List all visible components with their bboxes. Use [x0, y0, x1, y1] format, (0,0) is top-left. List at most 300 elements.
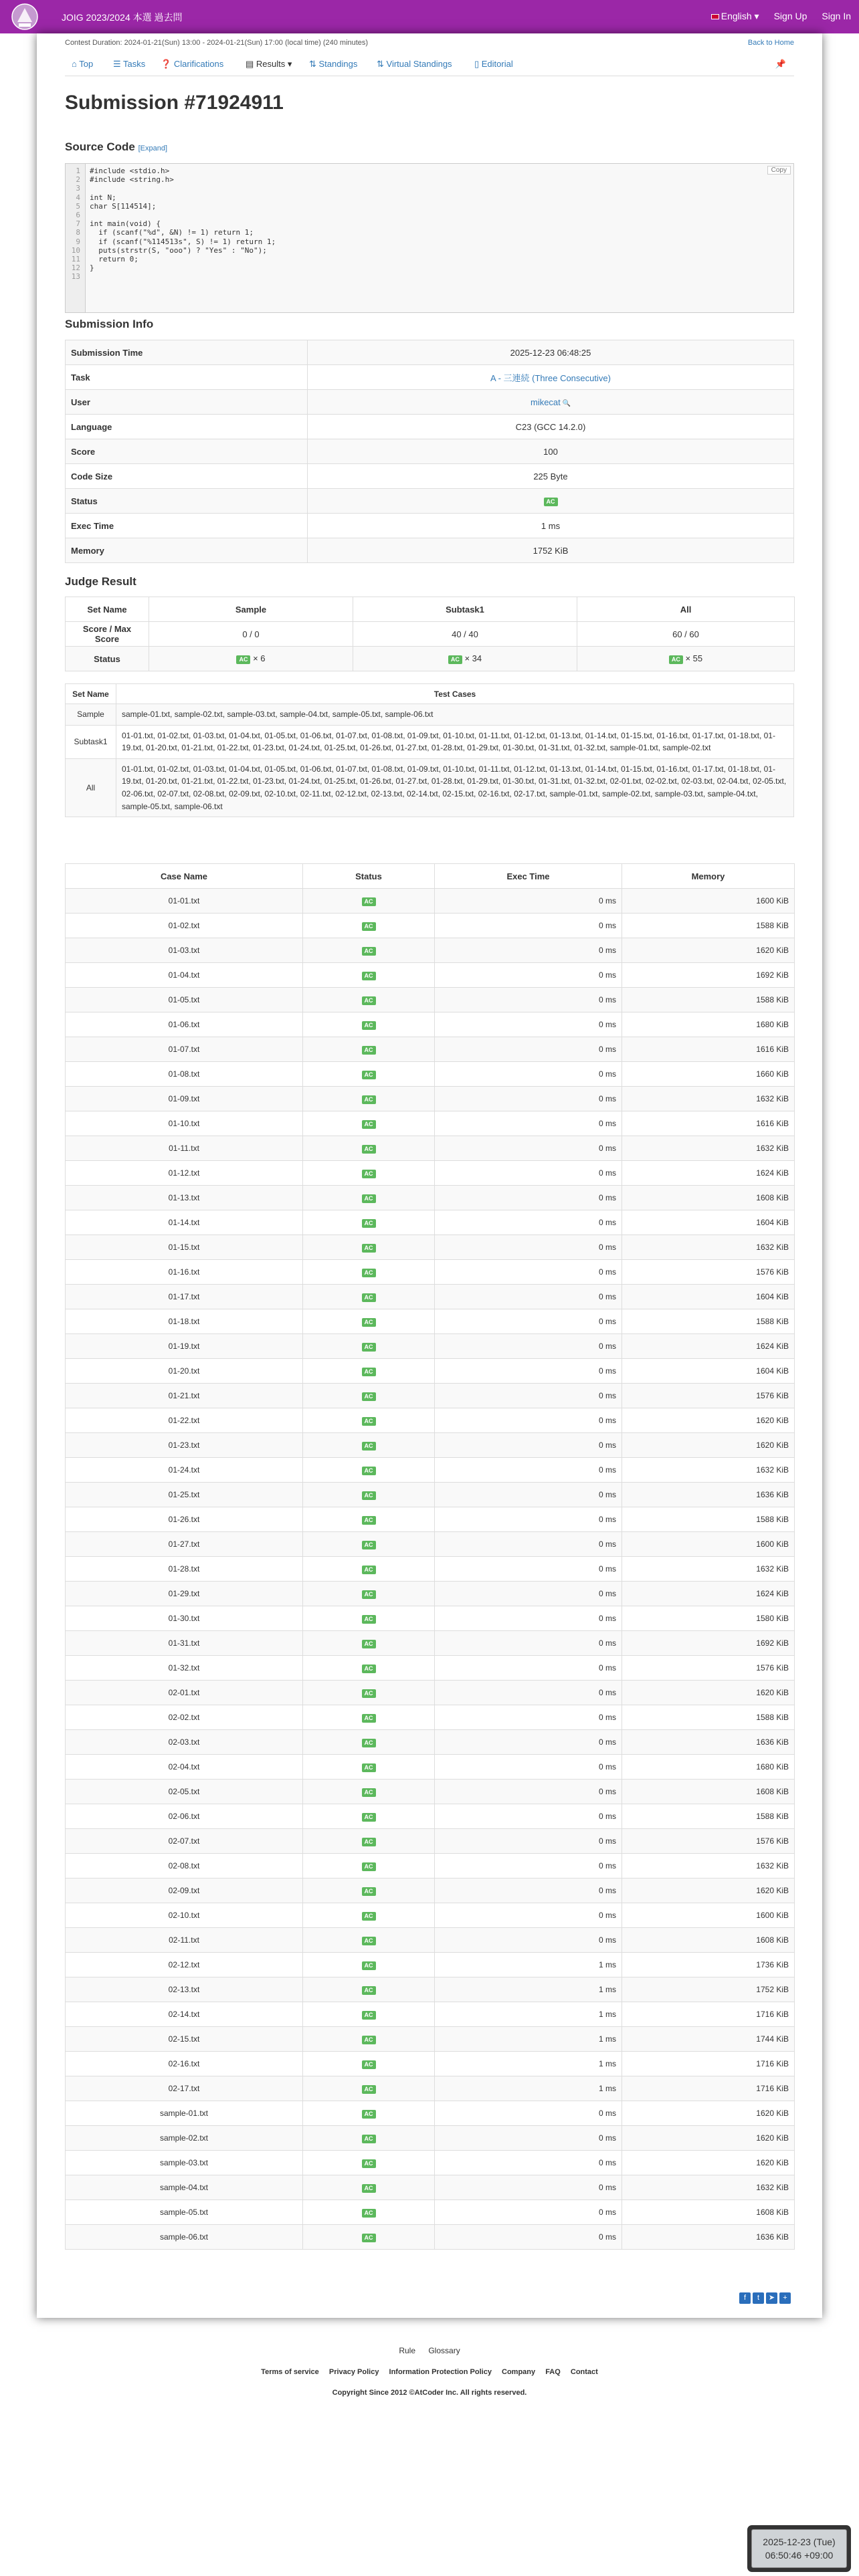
- task-link[interactable]: A - 三連続 (Three Consecutive): [490, 372, 611, 383]
- set-test-cases: 01-01.txt, 01-02.txt, 01-03.txt, 01-04.txt, 01-05.txt, 01-06.txt, 01-07.txt, 01-08.txt, 01-09.txt, 01-10.txt, 01-11.txt, 01-12.txt, 01-13.txt, 01-14.txt, 01-15.txt, 01-16.txt, 01-17.txt, 01-18.txt, 01-19.txt, 01-20.txt, 01-21.txt, 01-22.txt, 01-23.txt, 01-24.txt, 01-25.txt, 01-26.txt, 01-27.txt, 01-28.txt, 01-29.txt, 01-30.txt, 01-31.txt, 01-32.txt, sample-01.txt, sample-02.txt: [116, 725, 794, 758]
- status-badge: AC: [362, 1887, 376, 1896]
- fixed-clock: [747, 2525, 851, 2572]
- table-row: [66, 2200, 795, 2225]
- status-badge: AC: [362, 2209, 376, 2218]
- case-exec-time: 0 ms: [435, 1111, 622, 1136]
- case-memory: 1716 KiB: [622, 2002, 795, 2027]
- line-number: 11: [71, 255, 80, 263]
- table-row: [66, 1062, 795, 1087]
- table-row: [66, 2027, 795, 2052]
- info-value-text: 2025-12-23 06:48:25: [510, 347, 591, 358]
- case-name: 01-31.txt: [66, 1631, 303, 1656]
- case-status: [303, 1977, 435, 2002]
- info-value-text: C23 (GCC 14.2.0): [515, 421, 586, 432]
- case-name: 01-21.txt: [66, 1384, 303, 1408]
- case-status: [303, 1903, 435, 1928]
- info-row: [66, 365, 794, 390]
- info-value: [308, 538, 794, 563]
- status-badge: AC: [362, 922, 376, 931]
- case-status: [303, 1606, 435, 1631]
- case-name: 01-27.txt: [66, 1532, 303, 1557]
- case-exec-time: 0 ms: [435, 1631, 622, 1656]
- table-row: [66, 1879, 795, 1903]
- case-status: [303, 2175, 435, 2200]
- case-name: 01-06.txt: [66, 1012, 303, 1037]
- case-status: [303, 2002, 435, 2027]
- status-badge: AC: [362, 1318, 376, 1327]
- info-value-text: 100: [543, 446, 558, 457]
- tab-standings[interactable]: [309, 59, 357, 70]
- status-label: Status: [66, 647, 149, 671]
- case-status: [303, 1681, 435, 1705]
- table-row: [66, 1384, 795, 1408]
- table-row: [66, 1953, 795, 1977]
- case-name: 01-04.txt: [66, 963, 303, 988]
- status-badge: AC: [362, 1244, 376, 1253]
- info-row: [66, 514, 794, 538]
- info-value: [308, 489, 794, 514]
- status-badge: AC: [362, 1219, 376, 1228]
- case-status: [303, 1260, 435, 1285]
- info-value: [308, 439, 794, 464]
- table-row: [66, 889, 795, 914]
- case-status: [303, 1483, 435, 1507]
- case-status: [303, 2126, 435, 2151]
- case-status: [303, 1111, 435, 1136]
- case-memory: 1604 KiB: [622, 1285, 795, 1309]
- table-row: [66, 1111, 795, 1136]
- line-number: 13: [71, 272, 80, 282]
- sign-in-link[interactable]: Sign In: [822, 11, 851, 21]
- status-badge: AC: [362, 1788, 376, 1797]
- case-name: 01-28.txt: [66, 1557, 303, 1582]
- line-text: #include <string.h>: [90, 175, 174, 185]
- book-icon: ▯: [474, 59, 482, 69]
- footer-link-privacy[interactable]: Privacy Policy: [328, 2368, 379, 2376]
- status-count: × 6: [253, 653, 266, 663]
- source-code-heading: [65, 140, 167, 154]
- tab-tasks[interactable]: [113, 59, 145, 70]
- case-memory: 1736 KiB: [622, 1953, 795, 1977]
- line-number: 10: [71, 245, 80, 255]
- case-exec-time: 0 ms: [435, 1755, 622, 1780]
- case-name: 01-10.txt: [66, 1111, 303, 1136]
- case-name: 02-01.txt: [66, 1681, 303, 1705]
- table-row: [66, 1012, 795, 1037]
- table-row: [66, 1235, 795, 1260]
- sets-header-name: Set Name: [66, 684, 116, 704]
- case-exec-time: 0 ms: [435, 963, 622, 988]
- status-badge: AC: [362, 1368, 376, 1376]
- table-row: [66, 1408, 795, 1433]
- source-code-heading-text: Source Code: [65, 140, 135, 153]
- status-badge: AC: [362, 1516, 376, 1525]
- score-label: Score / Max Score: [66, 622, 149, 647]
- case-status: [303, 1829, 435, 1854]
- telegram-share-icon[interactable]: ➤: [766, 2292, 777, 2304]
- case-status: [303, 2052, 435, 2076]
- case-name: 01-22.txt: [66, 1408, 303, 1433]
- case-exec-time: 0 ms: [435, 1359, 622, 1384]
- footer-link-terms[interactable]: Terms of service: [261, 2368, 319, 2376]
- case-status: [303, 1804, 435, 1829]
- tab-top[interactable]: [72, 59, 93, 69]
- table-row: [66, 1334, 795, 1359]
- case-status: [303, 1161, 435, 1186]
- case-memory: 1588 KiB: [622, 988, 795, 1012]
- table-row: [66, 2002, 795, 2027]
- case-name: 01-32.txt: [66, 1656, 303, 1681]
- case-name: 01-12.txt: [66, 1161, 303, 1186]
- table-row: [66, 963, 795, 988]
- case-name: 01-14.txt: [66, 1210, 303, 1235]
- case-status: [303, 963, 435, 988]
- info-value-text: 1752 KiB: [533, 545, 569, 556]
- status-badge: AC: [362, 1961, 376, 1970]
- case-exec-time: 0 ms: [435, 2200, 622, 2225]
- set-name: Sample: [66, 704, 116, 726]
- case-memory: 1588 KiB: [622, 1507, 795, 1532]
- case-memory: 1752 KiB: [622, 1977, 795, 2002]
- case-memory: 1608 KiB: [622, 1928, 795, 1953]
- info-value: [308, 514, 794, 538]
- footer-link-info-protection[interactable]: Information Protection Policy: [389, 2368, 492, 2376]
- table-row: [66, 2225, 795, 2250]
- tab-clarifications[interactable]: [161, 59, 223, 70]
- sort-icon: ⇅: [377, 59, 387, 69]
- clock-time: 06:50:46 +09:00: [765, 2550, 834, 2561]
- case-name: 01-09.txt: [66, 1087, 303, 1111]
- case-memory: 1588 KiB: [622, 1705, 795, 1730]
- case-name: 01-26.txt: [66, 1507, 303, 1532]
- status-badge: AC: [362, 947, 376, 956]
- case-exec-time: 1 ms: [435, 2002, 622, 2027]
- search-icon[interactable]: 🔍: [560, 399, 571, 407]
- table-row: [66, 1903, 795, 1928]
- status-badge: AC: [362, 1417, 376, 1426]
- tab-virtual-standings[interactable]: [377, 59, 452, 70]
- line-text: char S[114514];: [90, 201, 157, 211]
- footer-link-rule[interactable]: Rule: [399, 2346, 415, 2355]
- clock-display: [751, 2529, 847, 2568]
- line-number: 4: [76, 193, 80, 202]
- case-name: sample-03.txt: [66, 2151, 303, 2175]
- case-memory: 1632 KiB: [622, 1136, 795, 1161]
- status-badge: AC: [362, 1491, 376, 1500]
- clock-date: 2025-12-23 (Tue): [763, 2537, 836, 2547]
- home-icon: ⌂: [72, 59, 80, 69]
- uk-flag-icon: [711, 14, 719, 19]
- case-name: 01-13.txt: [66, 1186, 303, 1210]
- status-badge: AC: [362, 1665, 376, 1673]
- case-name: 01-24.txt: [66, 1458, 303, 1483]
- case-name: 02-08.txt: [66, 1854, 303, 1879]
- case-exec-time: 1 ms: [435, 2027, 622, 2052]
- case-exec-time: 0 ms: [435, 1903, 622, 1928]
- status-badge: AC: [362, 2110, 376, 2119]
- info-value: [308, 464, 794, 489]
- back-to-home-link[interactable]: Back to Home: [747, 39, 794, 47]
- status-badge: AC: [362, 897, 376, 906]
- user-link[interactable]: mikecat: [530, 397, 561, 407]
- status-subtask1: [353, 647, 577, 671]
- judge-header-set: Set Name: [66, 597, 149, 622]
- status-all: [577, 647, 795, 671]
- info-label: Code Size: [66, 464, 308, 489]
- case-memory: 1660 KiB: [622, 1062, 795, 1087]
- case-exec-time: 0 ms: [435, 1334, 622, 1359]
- status-badge: AC: [362, 1293, 376, 1302]
- cases-header-status: Status: [303, 864, 435, 889]
- status-badge: AC: [362, 1343, 376, 1352]
- table-row: [66, 1656, 795, 1681]
- score-sample: 0 / 0: [149, 622, 353, 647]
- status-sample: [149, 647, 353, 671]
- info-row: [66, 538, 794, 563]
- status-badge: AC: [362, 1813, 376, 1822]
- case-name: 02-16.txt: [66, 2052, 303, 2076]
- sign-up-link[interactable]: Sign Up: [773, 11, 807, 21]
- case-status: [303, 1408, 435, 1433]
- question-icon: ❓: [161, 59, 174, 69]
- case-memory: 1608 KiB: [622, 2200, 795, 2225]
- case-status: [303, 914, 435, 938]
- list-icon: ☰: [113, 59, 124, 69]
- pin-icon[interactable]: 📌: [775, 59, 786, 69]
- status-badge: AC: [362, 1615, 376, 1624]
- status-badge: AC: [362, 1838, 376, 1846]
- case-memory: 1608 KiB: [622, 1186, 795, 1210]
- joig-logo-icon[interactable]: [9, 2, 40, 31]
- table-row: [66, 1309, 795, 1334]
- case-status: [303, 1656, 435, 1681]
- case-exec-time: 0 ms: [435, 1854, 622, 1879]
- footer-link-contact[interactable]: Contact: [570, 2368, 598, 2376]
- case-exec-time: 0 ms: [435, 1656, 622, 1681]
- top-navbar: [0, 0, 859, 33]
- status-badge: AC: [362, 1120, 376, 1129]
- table-row: [66, 1582, 795, 1606]
- case-name: 01-25.txt: [66, 1483, 303, 1507]
- status-badge: AC: [362, 1739, 376, 1747]
- tab-editorial-label: Editorial: [481, 59, 513, 69]
- expand-button[interactable]: [Expand]: [138, 144, 168, 152]
- table-row: [66, 1928, 795, 1953]
- judge-result-table: [65, 597, 795, 671]
- case-memory: 1680 KiB: [622, 1012, 795, 1037]
- case-name: 01-20.txt: [66, 1359, 303, 1384]
- info-label: Status: [66, 489, 308, 514]
- line-number: 9: [76, 237, 80, 246]
- case-status: [303, 889, 435, 914]
- status-badge: AC: [362, 1392, 376, 1401]
- status-count: × 55: [685, 653, 703, 663]
- language-selector[interactable]: English ▾: [711, 11, 759, 22]
- case-status: [303, 2101, 435, 2126]
- contest-title[interactable]: JOIG 2023/2024 本選 過去問: [62, 12, 183, 23]
- case-memory: 1620 KiB: [622, 1879, 795, 1903]
- table-row: [66, 2052, 795, 2076]
- case-status: [303, 1285, 435, 1309]
- info-label: Memory: [66, 538, 308, 563]
- line-number: 7: [76, 219, 80, 229]
- case-exec-time: 0 ms: [435, 1582, 622, 1606]
- case-exec-time: 1 ms: [435, 1977, 622, 2002]
- case-name: 02-11.txt: [66, 1928, 303, 1953]
- case-memory: 1620 KiB: [622, 2126, 795, 2151]
- footer-link-glossary[interactable]: Glossary: [428, 2346, 460, 2355]
- case-memory: 1632 KiB: [622, 1458, 795, 1483]
- case-name: 01-16.txt: [66, 1260, 303, 1285]
- case-name: 02-02.txt: [66, 1705, 303, 1730]
- case-status: [303, 1062, 435, 1087]
- info-value: [308, 365, 794, 390]
- set-row: [66, 704, 794, 726]
- set-row: [66, 758, 794, 817]
- case-status: [303, 1953, 435, 1977]
- case-status: [303, 1334, 435, 1359]
- case-memory: 1636 KiB: [622, 2225, 795, 2250]
- set-row: [66, 725, 794, 758]
- case-name: 02-15.txt: [66, 2027, 303, 2052]
- case-memory: 1680 KiB: [622, 1755, 795, 1780]
- info-value: [308, 390, 794, 415]
- table-row: [66, 1458, 795, 1483]
- case-exec-time: 0 ms: [435, 1136, 622, 1161]
- cases-header-name: Case Name: [66, 864, 303, 889]
- case-exec-time: 0 ms: [435, 1705, 622, 1730]
- case-exec-time: 0 ms: [435, 1829, 622, 1854]
- case-status: [303, 1309, 435, 1334]
- score-all: 60 / 60: [577, 622, 795, 647]
- case-status: [303, 938, 435, 963]
- case-status: [303, 1780, 435, 1804]
- tab-virtual-standings-label: Virtual Standings: [386, 59, 452, 69]
- case-exec-time: 0 ms: [435, 1037, 622, 1062]
- table-row: [66, 1780, 795, 1804]
- status-badge: AC: [362, 1095, 376, 1104]
- table-row: [66, 1260, 795, 1285]
- case-memory: 1608 KiB: [622, 1780, 795, 1804]
- case-memory: 1620 KiB: [622, 2151, 795, 2175]
- case-name: sample-01.txt: [66, 2101, 303, 2126]
- case-exec-time: 0 ms: [435, 914, 622, 938]
- case-name: 01-05.txt: [66, 988, 303, 1012]
- case-exec-time: 0 ms: [435, 1780, 622, 1804]
- case-name: 01-18.txt: [66, 1309, 303, 1334]
- table-row: [66, 1705, 795, 1730]
- status-badge: AC: [544, 498, 558, 506]
- status-badge: AC: [362, 1170, 376, 1178]
- table-row: [66, 914, 795, 938]
- info-label: User: [66, 390, 308, 415]
- table-row: [66, 1186, 795, 1210]
- footer-link-faq[interactable]: FAQ: [545, 2368, 561, 2376]
- table-row: [66, 988, 795, 1012]
- case-memory: 1620 KiB: [622, 1408, 795, 1433]
- table-row: [66, 1433, 795, 1458]
- case-memory: 1576 KiB: [622, 1656, 795, 1681]
- case-status: [303, 1582, 435, 1606]
- table-row: [66, 1755, 795, 1780]
- tab-editorial[interactable]: [474, 59, 513, 70]
- case-exec-time: 0 ms: [435, 2101, 622, 2126]
- case-name: 01-01.txt: [66, 889, 303, 914]
- table-row: [66, 2076, 795, 2101]
- case-name: 02-17.txt: [66, 2076, 303, 2101]
- case-status: [303, 1384, 435, 1408]
- status-badge: AC: [362, 1145, 376, 1154]
- facebook-share-icon[interactable]: f: [739, 2292, 751, 2304]
- tab-top-label: Top: [79, 59, 94, 69]
- sets-header-cases: Test Cases: [116, 684, 794, 704]
- footer-link-company[interactable]: Company: [502, 2368, 536, 2376]
- case-memory: 1576 KiB: [622, 1829, 795, 1854]
- case-exec-time: 0 ms: [435, 1408, 622, 1433]
- case-memory: 1588 KiB: [622, 1309, 795, 1334]
- case-exec-time: 0 ms: [435, 1062, 622, 1087]
- case-exec-time: 0 ms: [435, 1557, 622, 1582]
- case-memory: 1624 KiB: [622, 1582, 795, 1606]
- case-memory: 1692 KiB: [622, 1631, 795, 1656]
- copyright: Copyright Since 2012 ©AtCoder Inc. All rights reserved.: [332, 2389, 527, 2397]
- contest-nav-tabs: [65, 52, 794, 76]
- case-exec-time: 0 ms: [435, 1309, 622, 1334]
- status-badge: AC: [362, 2159, 376, 2168]
- status-badge: AC: [362, 1071, 376, 1079]
- status-badge: AC: [362, 1640, 376, 1648]
- set-test-cases: 01-01.txt, 01-02.txt, 01-03.txt, 01-04.txt, 01-05.txt, 01-06.txt, 01-07.txt, 01-08.txt, 01-09.txt, 01-10.txt, 01-11.txt, 01-12.txt, 01-13.txt, 01-14.txt, 01-15.txt, 01-16.txt, 01-17.txt, 01-18.txt, 01-19.txt, 01-20.txt, 01-21.txt, 01-22.txt, 01-23.txt, 01-24.txt, 01-25.txt, 01-26.txt, 01-27.txt, 01-28.txt, 01-29.txt, 01-30.txt, 01-31.txt, 01-32.txt, 02-01.txt, 02-02.txt, 02-03.txt, 02-04.txt, 02-05.txt, 02-06.txt, 02-07.txt, 02-08.txt, 02-09.txt, 02-10.txt, 02-11.txt, 02-12.txt, 02-13.txt, 02-14.txt, 02-15.txt, 02-16.txt, 02-17.txt, sample-01.txt, sample-02.txt, sample-03.txt, sample-04.txt, sample-05.txt, sample-06.txt: [116, 758, 794, 817]
- case-exec-time: 0 ms: [435, 1012, 622, 1037]
- copy-button[interactable]: Copy: [767, 166, 791, 175]
- case-name: 01-19.txt: [66, 1334, 303, 1359]
- info-row: [66, 415, 794, 439]
- case-memory: 1576 KiB: [622, 1384, 795, 1408]
- info-value-text: 225 Byte: [533, 471, 568, 481]
- case-exec-time: 0 ms: [435, 1161, 622, 1186]
- case-memory: 1620 KiB: [622, 1433, 795, 1458]
- case-name: 02-13.txt: [66, 1977, 303, 2002]
- source-code-block[interactable]: [65, 163, 794, 313]
- status-badge: AC: [669, 655, 683, 664]
- case-name: 01-02.txt: [66, 914, 303, 938]
- tab-results[interactable]: ▤ Results ▾: [246, 59, 292, 69]
- case-memory: 1632 KiB: [622, 1854, 795, 1879]
- language-label: English: [721, 11, 752, 21]
- info-value-text: 1 ms: [541, 520, 561, 531]
- case-exec-time: 0 ms: [435, 1458, 622, 1483]
- case-name: sample-06.txt: [66, 2225, 303, 2250]
- twitter-share-icon[interactable]: t: [753, 2292, 764, 2304]
- case-status: [303, 1730, 435, 1755]
- info-label: Submission Time: [66, 340, 308, 365]
- table-row: [66, 1161, 795, 1186]
- case-memory: 1632 KiB: [622, 2175, 795, 2200]
- case-exec-time: 0 ms: [435, 1606, 622, 1631]
- status-badge: AC: [362, 2085, 376, 2094]
- status-badge: AC: [362, 1862, 376, 1871]
- case-name: 01-15.txt: [66, 1235, 303, 1260]
- more-share-icon[interactable]: +: [779, 2292, 791, 2304]
- status-badge: AC: [362, 1442, 376, 1451]
- info-label: Language: [66, 415, 308, 439]
- case-memory: 1604 KiB: [622, 1210, 795, 1235]
- line-text: #include <stdio.h>: [90, 167, 170, 175]
- line-number: 6: [76, 211, 80, 219]
- status-badge: AC: [362, 2060, 376, 2069]
- status-badge: AC: [362, 1541, 376, 1549]
- line-number: 1: [76, 167, 80, 175]
